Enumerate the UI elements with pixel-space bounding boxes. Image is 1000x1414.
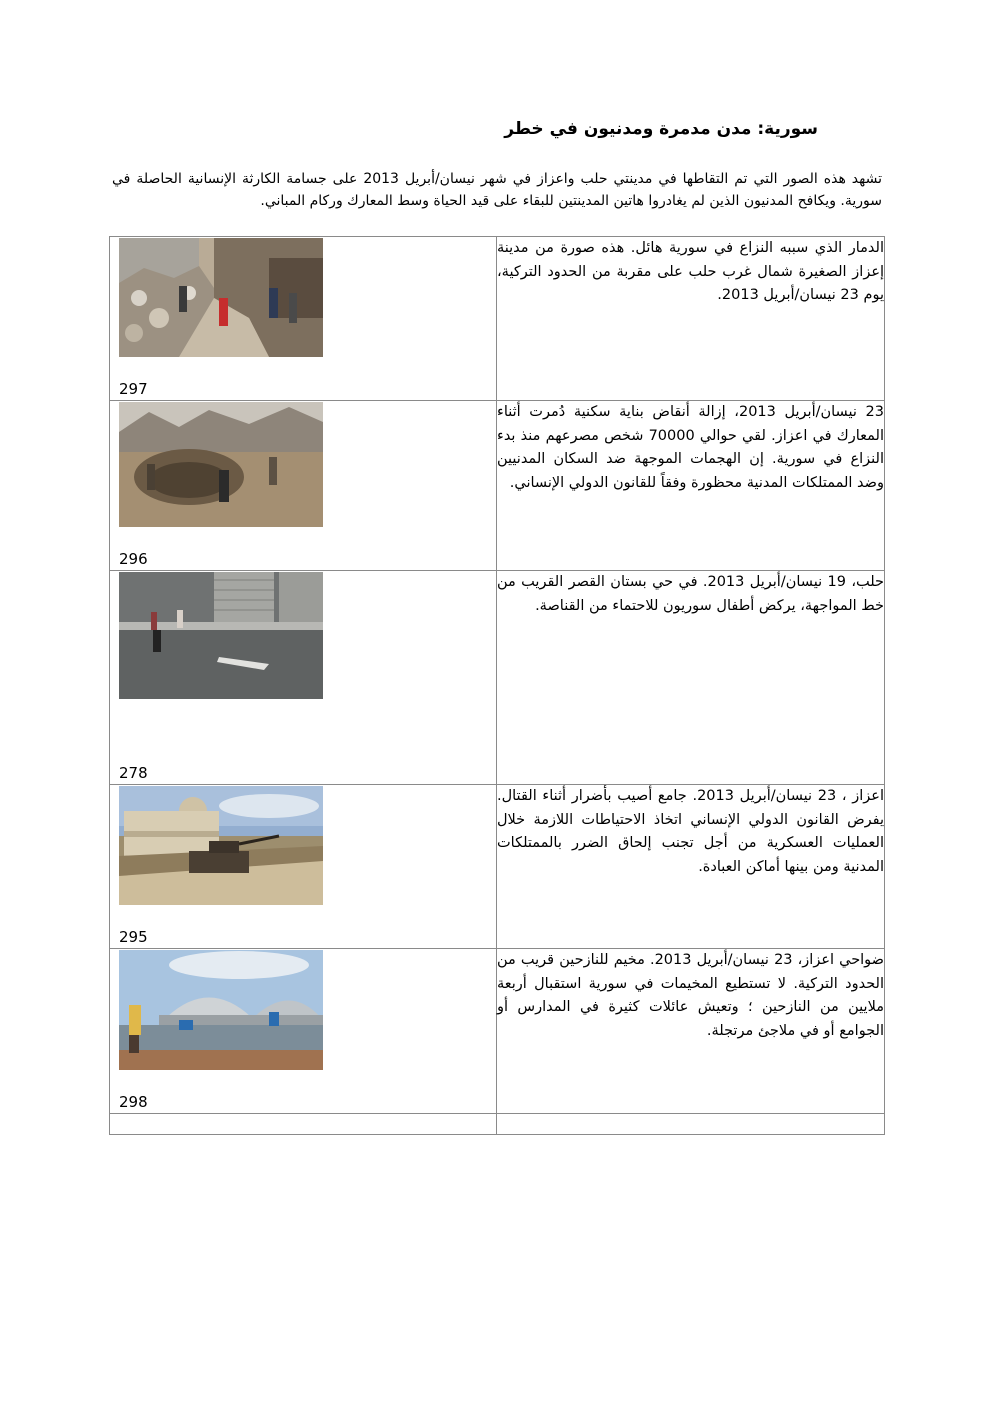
- intro-paragraph: تشهد هذه الصور التي تم التقاطها في مدينتي حلب واعزاز في شهر نيسان/أبريل 2013 على جسامة الكارثة الإنسانية الحاصلة في سورية. ويكافح المدنيون الذين لم يغادروا هاتين المدينتين للبقاء على قيد الحياة وسط المعارك وركام المباني.: [112, 171, 882, 209]
- empty-cell: [497, 1114, 885, 1135]
- photo-table: [109, 236, 885, 1135]
- photo-number: 297: [119, 380, 148, 398]
- children-running-street-photo: [119, 572, 323, 699]
- photo-cell: [110, 401, 497, 571]
- photo-caption: حلب، 19 نيسان/أبريل 2013. في حي بستان القصر القريب من خط المواجهة، يركض أطفال سوريون للاحتماء من القناصة.: [497, 574, 884, 614]
- document-title: سورية: مدن مدمرة ومدنيون في خطر: [504, 119, 818, 139]
- table-row: [110, 1114, 885, 1135]
- photo-296: [119, 402, 323, 527]
- photo-cell: [110, 571, 497, 785]
- caption-cell: [497, 571, 885, 785]
- photo-cell: [110, 785, 497, 949]
- photo-number: 295: [119, 928, 148, 946]
- photo-caption: اعزاز ، 23 نيسان/أبريل 2013. جامع أصيب بأضرار أثناء القتال. يفرض القانون الدولي الإنساني اتخاذ الاحتياطات اللازمة خلال العمليات العسكرية من أجل تجنب إلحاق الضرر بالممتلكات المدنية ومن بينها أماكن العبادة.: [497, 788, 884, 875]
- caption-cell: [497, 785, 885, 949]
- photo-298: [119, 950, 323, 1070]
- table-row: [110, 237, 885, 401]
- photo-caption: ضواحي اعزاز، 23 نيسان/أبريل 2013. مخيم للنازحين قريب من الحدود التركية. لا تستطيع المخيمات في سورية استقبال أربعة ملايين من النازحين ؛ وتعيش عائلات كثيرة في المدارس أو الجوامع أو في ملاجئ مرتجلة.: [497, 952, 884, 1039]
- table-row: [110, 785, 885, 949]
- children-in-rubble-street-photo: [119, 238, 323, 357]
- photo-number: 296: [119, 550, 148, 568]
- table-row: [110, 571, 885, 785]
- caption-cell: [497, 401, 885, 571]
- damaged-mosque-tank-photo: [119, 786, 323, 905]
- photo-number: 298: [119, 1093, 148, 1111]
- rubble-clearing-crater-photo: [119, 402, 323, 527]
- empty-cell: [110, 1114, 497, 1135]
- photo-caption: الدمار الذي سببه النزاع في سورية هائل. هذه صورة من مدينة إعزاز الصغيرة شمال غرب حلب على مقربة من الحدود التركية، يوم 23 نيسان/أبريل 2013.: [497, 240, 884, 303]
- photo-297: [119, 238, 323, 357]
- photo-295: [119, 786, 323, 905]
- caption-cell: [497, 949, 885, 1114]
- photo-278: [119, 572, 323, 699]
- photo-cell: [110, 949, 497, 1114]
- caption-cell: [497, 237, 885, 401]
- photo-cell: [110, 237, 497, 401]
- photo-number: 278: [119, 764, 148, 782]
- table-row: [110, 949, 885, 1114]
- displaced-camp-tents-photo: [119, 950, 323, 1070]
- photo-caption: 23 نيسان/أبريل 2013، إزالة أنقاض بناية سكنية دُمرت أثناء المعارك في اعزاز. لقي حوالي 70000 شخص مصرعهم منذ بدء النزاع في سورية. إن الهجمات الموجهة ضد السكان المدنيين وضد الممتلكات المدنية محظورة وفقاً للقانون الدولي الإنساني.: [497, 404, 884, 491]
- table-row: [110, 401, 885, 571]
